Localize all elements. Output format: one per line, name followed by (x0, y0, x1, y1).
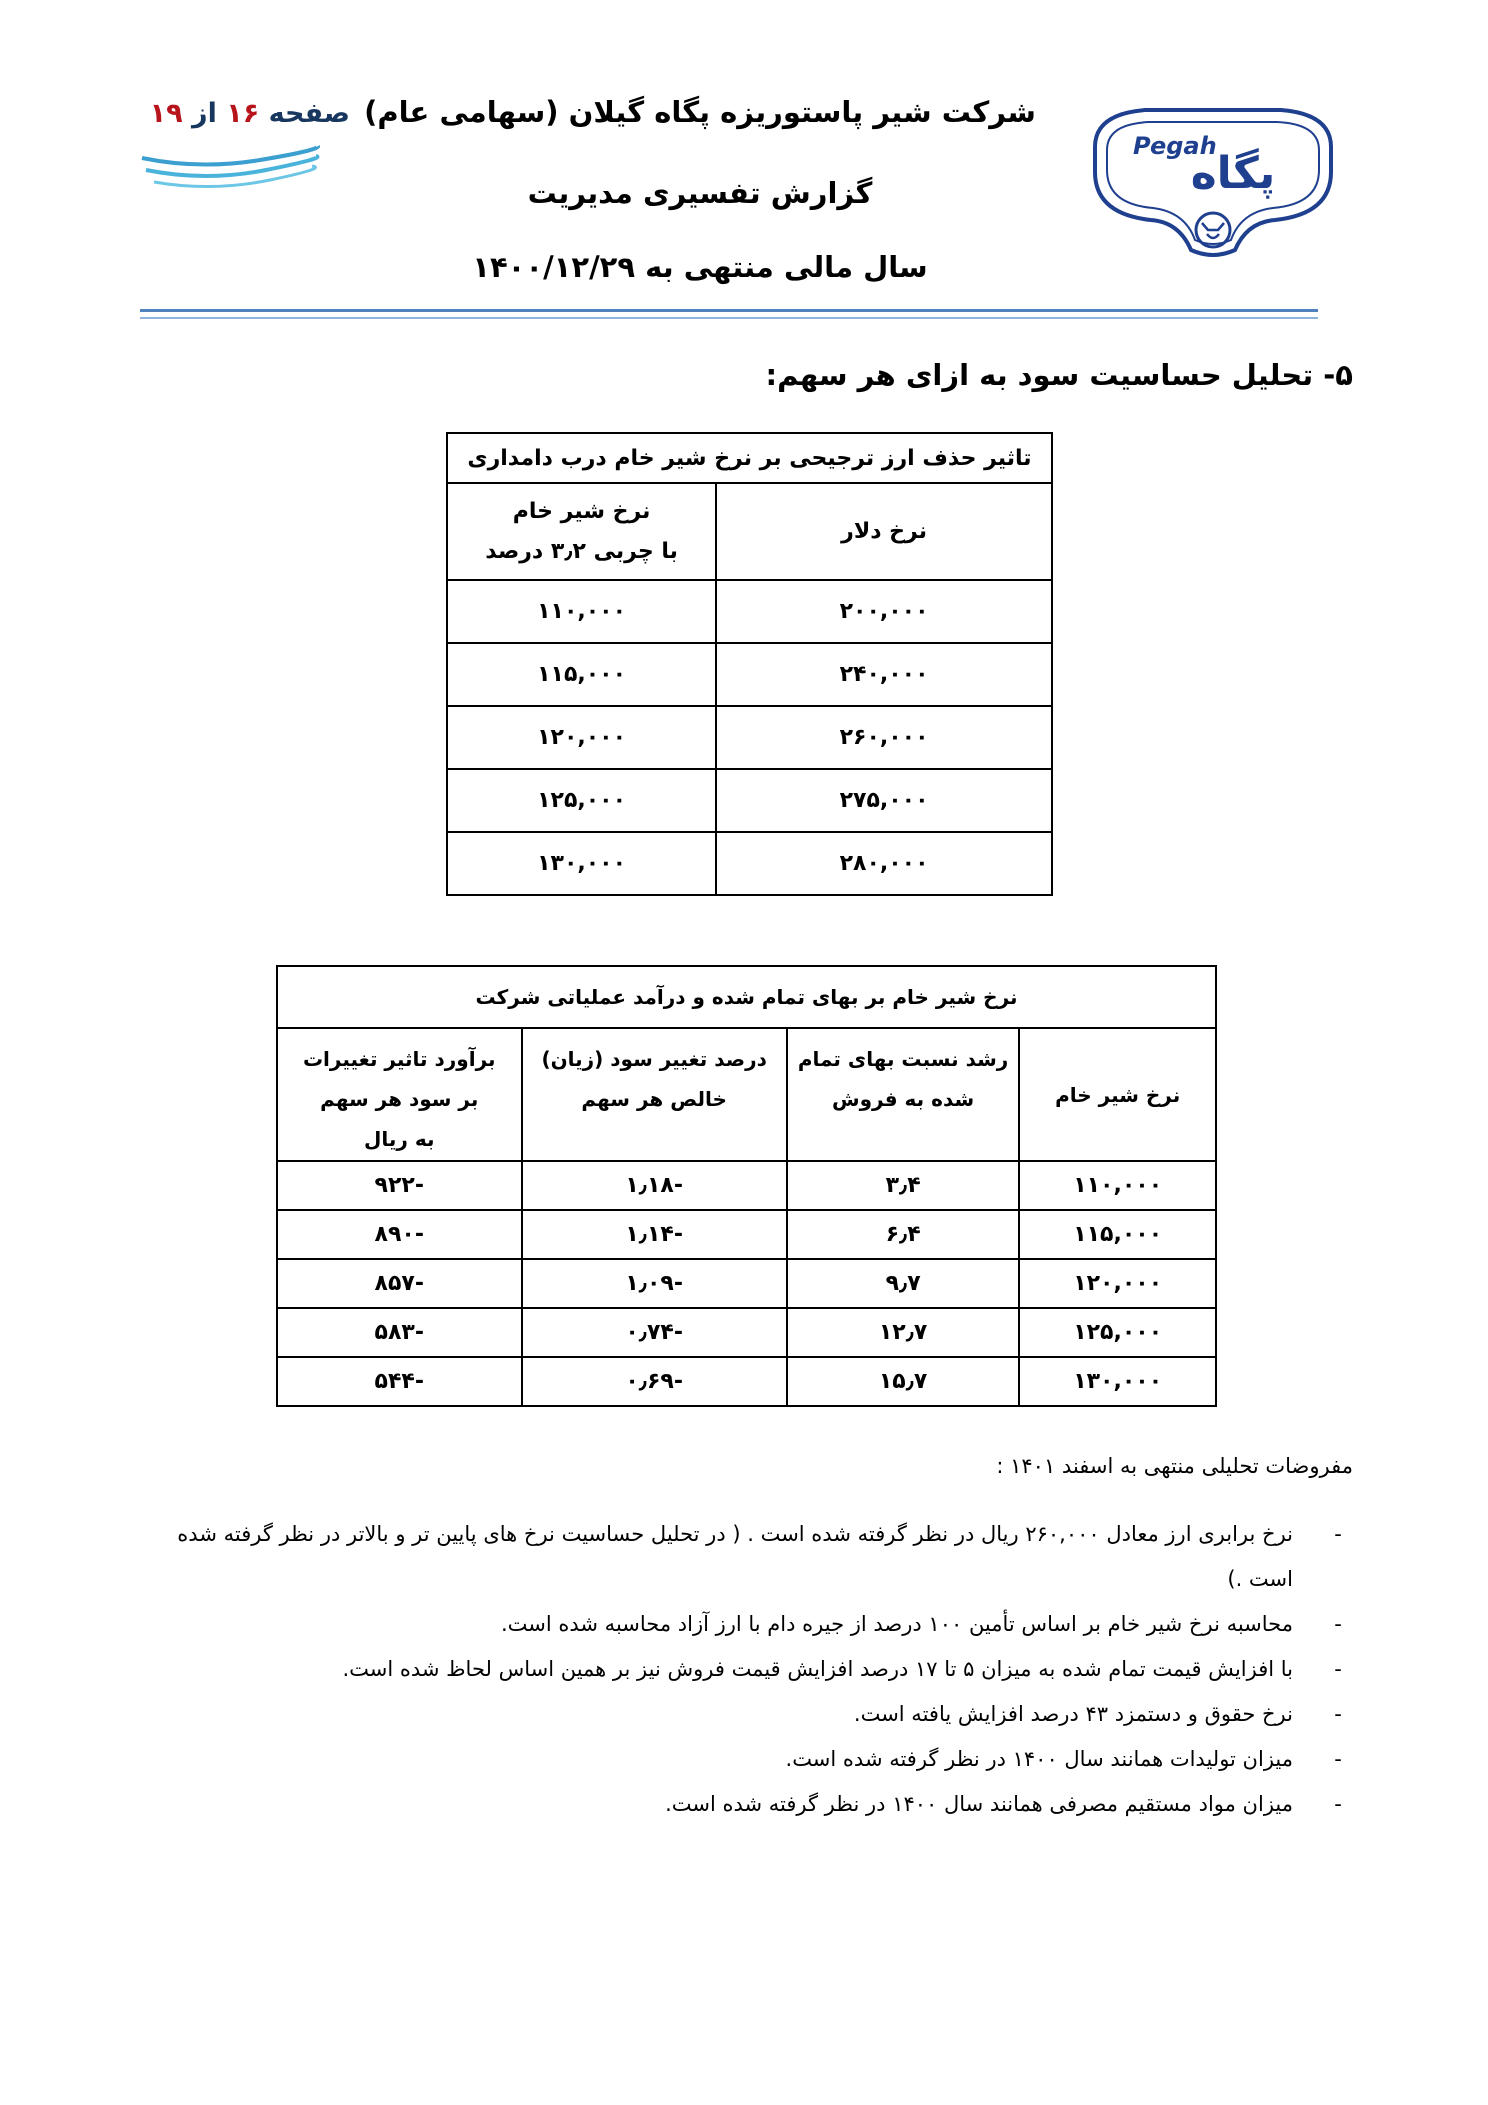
logo-persian-text: پگاه (1190, 148, 1276, 199)
milk-cell: ۱۱۰,۰۰۰ (1019, 1161, 1216, 1210)
dollar-cell: ۲۴۰,۰۰۰ (716, 643, 1052, 706)
eps-cell: -۹۲۲ (277, 1161, 522, 1210)
change-cell: -۰٫۶۹ (522, 1357, 787, 1406)
table2-col-growth-line2: شده به فروش (832, 1087, 975, 1111)
milk-cost-table (276, 965, 1217, 1407)
pegah-logo (1085, 102, 1341, 262)
table-row (277, 1357, 1216, 1406)
table-row (277, 1308, 1216, 1357)
table2-col-eps-line3: به ریال (364, 1127, 435, 1151)
growth-cell: ۶٫۴ (787, 1210, 1019, 1259)
eps-cell: -۵۴۴ (277, 1357, 522, 1406)
table2-col-change-line2: خالص هر سهم (581, 1087, 727, 1111)
table2-col-growth-line1: رشد نسبت بهای تمام (797, 1047, 1009, 1071)
growth-cell: ۱۲٫۷ (787, 1308, 1019, 1357)
eps-cell: -۸۵۷ (277, 1259, 522, 1308)
milk-cell: ۱۱۵,۰۰۰ (1019, 1210, 1216, 1259)
table2-col-growth (787, 1028, 1019, 1161)
assumption-text: با افزایش قیمت تمام شده به میزان ۵ تا ۱۷ درصد افزایش قیمت فروش نیز بر همین اساس لحاظ شده است. (342, 1657, 1293, 1681)
milk-cell: ۱۳۰,۰۰۰ (447, 832, 716, 895)
table-row (447, 706, 1052, 769)
growth-cell: ۹٫۷ (787, 1259, 1019, 1308)
table2-col-change-line1: درصد تغییر سود (زیان) (541, 1047, 767, 1071)
page-current: ۱۶ (226, 98, 260, 129)
report-title: گزارش تفسیری مدیریت (527, 176, 873, 210)
table2-col-eps-line1: برآورد تاثیر تغییرات (302, 1047, 496, 1071)
assumption-text: نرخ حقوق و دستمزد ۴۳ درصد افزایش یافته است. (853, 1702, 1293, 1726)
table-row (447, 580, 1052, 643)
assumption-text: میزان تولیدات همانند سال ۱۴۰۰ در نظر گرفته شده است. (785, 1747, 1293, 1771)
assumption-text: میزان مواد مستقیم مصرفی همانند سال ۱۴۰۰ در نظر گرفته شده است. (665, 1792, 1293, 1816)
assumption-text: نرخ برابری ارز معادل ۲۶۰,۰۰۰ ریال در نظر گرفته شده است . ( در تحلیل حساسیت نرخ های پایین تر و بالاتر در نظر گرفته شده است .) (177, 1522, 1293, 1591)
eps-cell: -۸۹۰ (277, 1210, 522, 1259)
dollar-cell: ۲۶۰,۰۰۰ (716, 706, 1052, 769)
page-total: ۱۹ (149, 98, 183, 129)
eps-cell: -۵۸۳ (277, 1308, 522, 1357)
table1-col-dollar: نرخ دلار (716, 483, 1052, 580)
list-item (173, 1602, 1353, 1647)
list-item (173, 1512, 1353, 1602)
milk-cell: ۱۱۰,۰۰۰ (447, 580, 716, 643)
table2-col-eps-line2: بر سود هر سهم (320, 1087, 479, 1111)
list-item (173, 1782, 1353, 1827)
growth-cell: ۱۵٫۷ (787, 1357, 1019, 1406)
milk-cell: ۱۳۰,۰۰۰ (1019, 1357, 1216, 1406)
dollar-cell: ۲۸۰,۰۰۰ (716, 832, 1052, 895)
dash-icon: - (1334, 1657, 1342, 1681)
dollar-cell: ۲۰۰,۰۰۰ (716, 580, 1052, 643)
table-row (277, 1259, 1216, 1308)
table-row (277, 1161, 1216, 1210)
page-label: صفحه (268, 98, 350, 129)
table-row (447, 832, 1052, 895)
dollar-milk-table (446, 432, 1053, 896)
table2-col-change (522, 1028, 787, 1161)
logo-latin-text: Pegah (1133, 132, 1217, 160)
change-cell: -۱٫۱۸ (522, 1161, 787, 1210)
list-item (173, 1647, 1353, 1692)
table-row (447, 643, 1052, 706)
table1-col-milk-line1: نرخ شیر خام (512, 498, 651, 524)
list-item (173, 1737, 1353, 1782)
milk-cell: ۱۱۵,۰۰۰ (447, 643, 716, 706)
table-row (277, 1210, 1216, 1259)
dash-icon: - (1334, 1702, 1342, 1726)
change-cell: -۰٫۷۴ (522, 1308, 787, 1357)
milk-cell: ۱۲۵,۰۰۰ (447, 769, 716, 832)
header-rule (140, 309, 1318, 312)
assumptions-title: مفروضات تحلیلی منتهی به اسفند ۱۴۰۱ : (996, 1454, 1353, 1478)
table1-col-milk-line2: با چربی ۳٫۲ درصد (485, 538, 678, 564)
table2-col-eps (277, 1028, 522, 1161)
assumptions-list (173, 1512, 1353, 1827)
dash-icon: - (1334, 1612, 1342, 1636)
waves-icon (140, 140, 320, 192)
dollar-cell: ۲۷۵,۰۰۰ (716, 769, 1052, 832)
growth-cell: ۳٫۴ (787, 1161, 1019, 1210)
dash-icon: - (1334, 1747, 1342, 1771)
table1-col-milk (447, 483, 716, 580)
dash-icon: - (1334, 1522, 1342, 1546)
dash-icon: - (1334, 1792, 1342, 1816)
table2-title: نرخ شیر خام بر بهای تمام شده و درآمد عملیاتی شرکت (277, 966, 1216, 1028)
period-title: سال مالی منتهی به ۱۴۰۰/۱۲/۲۹ (472, 250, 928, 284)
change-cell: -۱٫۰۹ (522, 1259, 787, 1308)
milk-cell: ۱۲۵,۰۰۰ (1019, 1308, 1216, 1357)
milk-cell: ۱۲۰,۰۰۰ (447, 706, 716, 769)
page-of-label: از (192, 98, 217, 129)
table2-col-milk: نرخ شیر خام (1019, 1028, 1216, 1161)
table1-title: تاثیر حذف ارز ترجیحی بر نرخ شیر خام درب دامداری (447, 433, 1052, 483)
assumption-text: محاسبه نرخ شیر خام بر اساس تأمین ۱۰۰ درصد از جیره دام با ارز آزاد محاسبه شده است. (500, 1612, 1293, 1636)
company-title: شرکت شیر پاستوریزه پگاه گیلان (سهامی عام) (364, 95, 1036, 129)
table-row (447, 769, 1052, 832)
change-cell: -۱٫۱۴ (522, 1210, 787, 1259)
header-rule-secondary (140, 317, 1318, 319)
milk-cell: ۱۲۰,۰۰۰ (1019, 1259, 1216, 1308)
list-item (173, 1692, 1353, 1737)
section-title: ۵- تحلیل حساسیت سود به ازای هر سهم: (765, 358, 1353, 392)
